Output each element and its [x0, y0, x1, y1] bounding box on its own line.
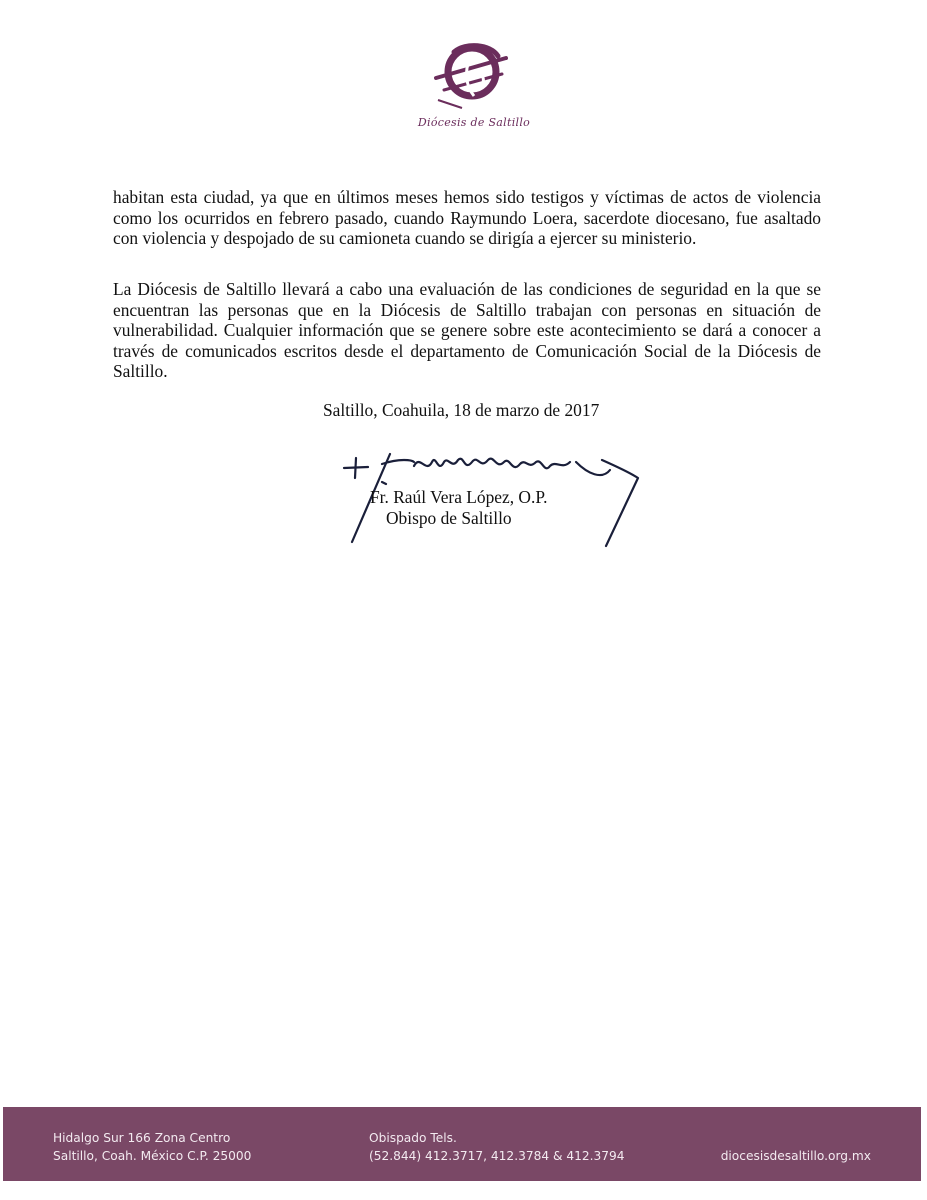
signer-title: Obispo de Saltillo — [386, 508, 512, 528]
footer-phone-numbers: (52.844) 412.3717, 412.3784 & 412.3794 — [369, 1149, 625, 1163]
footer-address — [53, 1129, 251, 1165]
dateline: Saltillo, Coahuila, 18 de marzo de 2017 — [323, 400, 600, 420]
logo-wordmark: Diócesis de Saltillo — [417, 116, 531, 129]
body-paragraph-1: habitan esta ciudad, ya que en últimos meses hemos sido testigos y víctimas de actos de violencia como los ocurridos en febrero pasado, cuando Raymundo Loera, sacerdote diocesano, fue asaltado con violencia y despojado de su camioneta cuando se dirigía a ejercer su ministerio. — [113, 187, 821, 249]
letterhead-footer — [3, 1107, 921, 1181]
signer-name: Fr. Raúl Vera López, O.P. — [370, 487, 548, 507]
footer-phones — [369, 1129, 625, 1165]
diocese-emblem-icon — [414, 38, 534, 118]
footer-address-line-1: Hidalgo Sur 166 Zona Centro — [53, 1131, 231, 1145]
footer-website-link[interactable]: diocesisdesaltillo.org.mx — [720, 1149, 871, 1163]
footer-phones-label: Obispado Tels. — [369, 1131, 457, 1145]
diocese-logo — [414, 38, 534, 138]
footer-address-line-2: Saltillo, Coah. México C.P. 25000 — [53, 1149, 252, 1163]
body-paragraph-2: La Diócesis de Saltillo llevará a cabo una evaluación de las condiciones de seguridad en la que se encuentran las personas que en la Diócesis de Saltillo trabajan con personas en situación de vulnerabilidad. Cualquier información que se genere sobre este acontecimiento se dará a conocer a través de comunicados escritos desde el departamento de Comunicación Social de la Diócesis de Saltillo. — [113, 279, 821, 382]
